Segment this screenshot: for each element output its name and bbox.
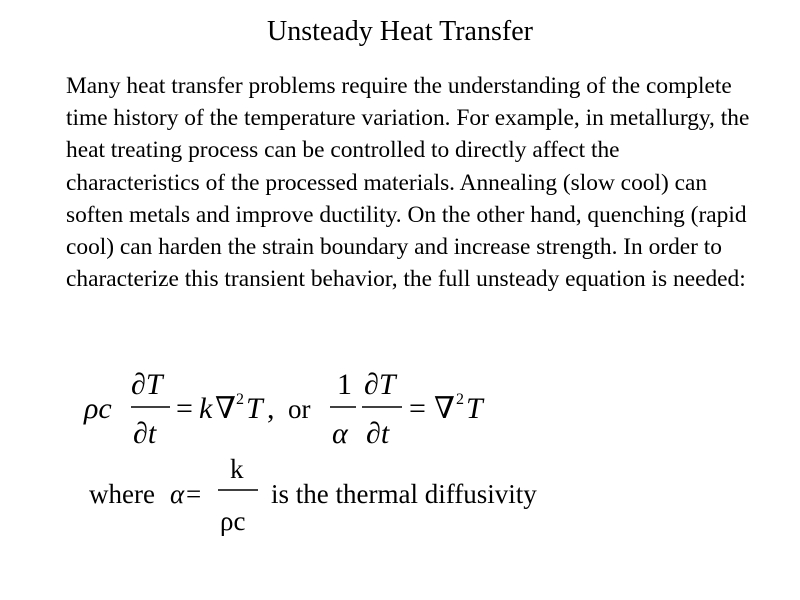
def-equals: = bbox=[186, 479, 202, 509]
eq-equals-1: = bbox=[176, 392, 193, 425]
eq-rho-c: ρc bbox=[84, 392, 112, 425]
eq-or: or bbox=[288, 394, 311, 424]
eq-equals-2: = bbox=[409, 392, 426, 425]
eq-dT-numerator: ∂T bbox=[131, 368, 163, 401]
eq-T-2: T bbox=[466, 392, 483, 425]
slide-title: Unsteady Heat Transfer bbox=[267, 16, 533, 47]
eq-squared-1: 2 bbox=[236, 391, 244, 408]
def-description: is the thermal diffusivity bbox=[271, 479, 537, 509]
body-paragraph: Many heat transfer problems require the understanding of the complete time history of the temperature variation. For example, in metallurgy, the heat treating process can be controlled to directly affect the characteristics of the processed materials. Annealing (slow cool) can soften metals and improve ductility. On the other hand, quenching (rapid cool) can harden the strain boundary and increase strength. In order to characterize this transient behavior, the full unsteady equation is needed: bbox=[66, 73, 750, 293]
eq-T-1: T bbox=[246, 392, 263, 425]
eq-one: 1 bbox=[337, 368, 352, 401]
eq-dt-denominator: ∂t bbox=[133, 417, 157, 450]
eq-dT-numerator-2: ∂T bbox=[364, 368, 396, 401]
def-numerator-k: k bbox=[230, 454, 244, 484]
def-where: where bbox=[89, 479, 155, 509]
def-denominator-rho-c: ρc bbox=[220, 506, 246, 536]
eq-alpha-denominator: α bbox=[332, 417, 348, 450]
def-alpha: α bbox=[170, 479, 185, 509]
eq-k: k bbox=[199, 392, 213, 425]
eq-squared-2: 2 bbox=[456, 391, 464, 408]
eq-comma: , bbox=[267, 392, 275, 425]
eq-dt-denominator-2: ∂t bbox=[366, 417, 390, 450]
eq-nabla-1: ∇ bbox=[215, 392, 236, 425]
eq-nabla-2: ∇ bbox=[434, 392, 455, 425]
